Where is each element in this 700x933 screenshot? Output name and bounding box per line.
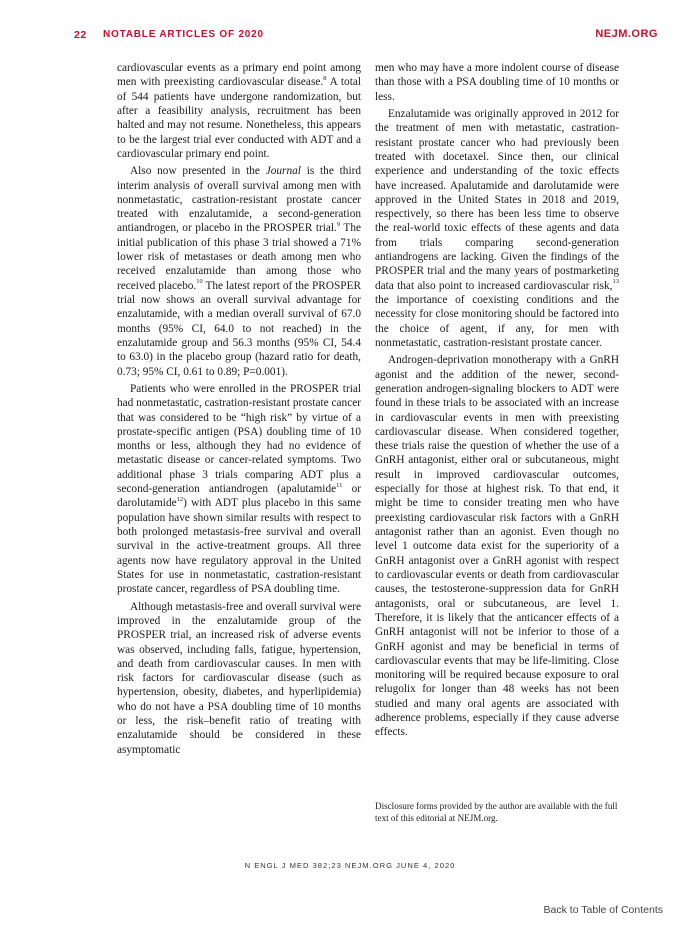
reference-superscript: 8 [323,75,327,83]
italic-text: Journal [265,165,301,178]
body-text: men who may have a more indolent course of disease than those with a PSA doubling time of 10 months or less. [375,62,619,103]
reference-superscript: 13 [612,278,619,286]
body-text: is the third interim analysis of overall survival among men with nonmetastatic, castration-resistant prostate cancer treated with enzalutamide, a second-generation antiandrogen, or placebo in the PROSPER trial. [117,165,361,235]
paragraph [375,61,619,104]
paragraph [375,107,619,350]
section-title: NOTABLE ARTICLES OF 2020 [103,29,264,40]
paragraph [117,164,361,379]
body-text: A total of 544 patients have undergone randomization, but after a feasibility analysis, recruitment has been halted and may not resume. Nonetheless, this appears to be the largest trial ever conducted with ADT and a cardiovascular primary end point. [117,76,361,160]
reference-superscript: 12 [176,496,184,504]
reference-superscript: 9 [336,221,341,229]
reference-superscript: 11 [336,481,343,489]
body-text: Although metastasis-free and overall survival were improved in the enzalutamide group of the PROSPER trial, an increased risk of adverse events was observed, including falls, fatigue, hypertension, and death from cardiovascular causes. In men with risk factors for cardiovascular disease (such as hypertension, obesity, diabetes, and hyperlipidemia) who do not have a PSA doubling time of 10 months or less, the risk–benefit ratio of treating with enzalutamide should be considered in these asymptomatic [117,600,361,756]
paragraph [117,600,361,757]
reference-superscript: 10 [196,278,203,286]
page-footer: N ENGL J MED 382;23 NEJM.ORG JUNE 4, 2020 [244,861,456,870]
paragraph [117,382,361,597]
body-text: The initial publication of this phase 3 trial showed a 71% lower risk of metastases or death among men who received enzalutamide than among those who received placebo. [117,222,361,292]
paragraph [375,353,619,739]
body-text: The latest report of the PROSPER trial now shows an overall survival advantage for enzalutamide, with a median overall survival of 67.0 months (95% CI, 64.0 to not reached) in the enzalutamide group and 56.3 months (95% CI, 54.4 to 63.0) in the placebo group (hazard ratio for death, 0.73; 95% CI, 0.61 to 0.89; P=0.001). [117,279,362,378]
right-column [375,61,619,740]
disclosure-note: Disclosure forms provided by the author are available with the full text of this editorial at NEJM.org. [375,801,618,823]
body-text: Patients who were enrolled in the PROSPER trial had nonmetastatic, castration-resistant prostate cancer that was considered to be “high risk” by virtue of a prostate-specific antigen (PSA) doubling time of 10 months or less, although they had no evidence of metastatic disease or cancer-related symptoms. Two additional phase 3 trials comparing ADT plus a second-generation antiandrogen (apalutamide [117,382,361,496]
body-text: ) with ADT plus placebo in this same population have shown similar results with respect to both prolonged metastasis-free survival and overall survival in the active-treatment groups. All three agents now have regulatory approval in the United States for use in nonmetastatic, castration-resistant prostate cancer, regardless of PSA doubling time. [117,497,361,596]
body-text: Also now presented in the [130,165,266,178]
body-text: cardiovascular events as a primary end point among men with preexisting cardiovascular disease. [117,62,361,89]
page-number: 22 [74,29,87,41]
journal-brand: NEJM.ORG [595,28,658,40]
body-text: Enzalutamide was originally approved in 2012 for the treatment of men with metastatic, castration-resistant prostate cancer who had previously been treated with docetaxel. Since then, our clinical experience and understanding of the toxic effects have increased. Apalutamide and darolutamide were approved in the United States in 2018 and 2019, respectively, so there has been less time to observe the real-world toxic effects of these agents and data from trials comparing second-generation antiandrogens are lacking. Given the findings of the PROSPER trial and the many years of postmarketing data that also point to increased cardiovascular risk, [375,107,619,292]
body-text: or darolutamide [117,483,361,510]
body-text: the importance of coexisting conditions and the necessity for close monitoring should be factored into the choice of agent, if any, for men with nonmetastatic, castration-resistant prostate cancer. [375,294,619,349]
left-column [117,61,361,757]
paragraph [117,61,361,161]
body-text: Androgen-deprivation monotherapy with a GnRH agonist and the addition of the newer, second-generation androgen-signaling blockers to ADT were found in these trials to be associated with an increase in cardiovascular events in men with preexisting cardiovascular disease. When considered together, these trials raise the question of whether the use of a GnRH antagonist, either oral or subcutaneous, might result in improved cardiovascular outcomes, especially for those at highest risk. To that end, it might be time to consider treating men who have preexisting cardiovascular risk factors with a GnRH antagonist rather than an agonist. Even though no level 1 outcome data exist for the superiority of a GnRH antagonist over a GnRH agonist with respect to cardiovascular events or death from cardiovascular causes, the testosterone-suppression data for GnRH antagonists, oral or subcutaneous, are level 1. Therefore, it is likely that the anticancer effects of a GnRH antagonist will not be inferior to those of a GnRH agonist and may be beneficial in terms of cardiovascular events that may be life-limiting. Close monitoring will be required because exposure to oral relugolix for longer than 48 weeks has not been studied and many oral agents are associated with adherence problems, especially if they cause adverse effects. [375,354,619,739]
back-to-toc-link[interactable]: Back to Table of Contents [543,904,663,916]
